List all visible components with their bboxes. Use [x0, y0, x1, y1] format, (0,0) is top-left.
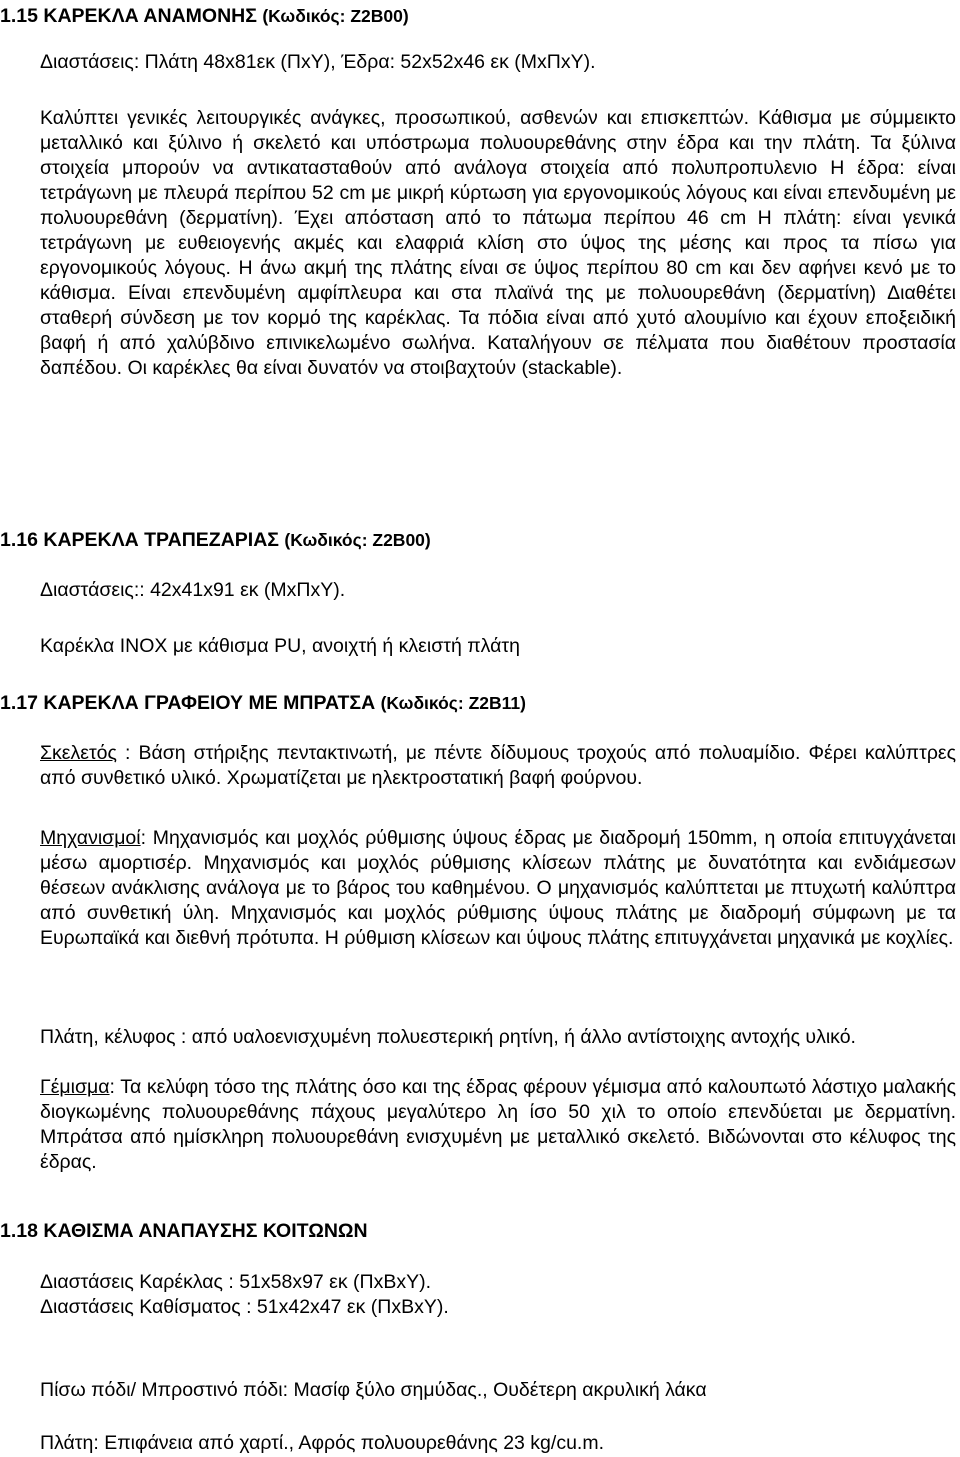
section-description: Καλύπτει γενικές λειτουργικές ανάγκες, προσωπικού, ασθενών και επισκεπτών. Κάθισμα με σύμμεικτο μεταλλικό και ξύλινο ή σκελετό και υπόστρωμα πολυουρεθάνης στην έδρα και την πλάτη. Τα ξύλινα στοιχεία μπορούν να αντικατασταθούν από ανάλογα στοιχεία από πολυπροπυλενιο Η έδρα: είναι τετράγωνη με πλευρά περίπου 52 cm με μικρή κύρτωση για εργονομικούς λόγους και είναι επενδυμένη με πολυουρεθάνη (δερματίνη). Έχει απόσταση από το πάτωμα περίπου 46 cm Η πλάτη: είναι γενικά τετράγωνη με ευθειογενής ακμές και ελαφριά κλίση στο ύψος της μέσης και προς τα πίσω για εργονομικούς λόγους. Η άνω ακμή της πλάτης είναι σε ύψος περίπου 80 cm και δεν αφήνει κενό με το κάθισμα. Είναι επενδυμένη αμφίπλευρα και στα πλαϊνά της με πολυουρεθάνη (δερματίνη) Διαθέτει σταθερή σύνδεση με τον κορμό της καρέκλας. Τα πόδια είναι από χυτό αλουμίνιο και έχουν εποξειδική βαφή ή από χαλύβδινο επινικελωμένο σωλήνα. Καταλήγουν σε πέλματα που διαθέτουν προστασία δαπέδου. Οι καρέκλες θα είναι δυνατόν να στοιβαχτούν (stackable). — [40, 107, 956, 379]
section-code: (Κωδικός: Z2B00) — [284, 530, 431, 550]
section-title: 1.17 ΚΑΡΕΚΛΑ ΓΡΑΦΕΙΟΥ ΜΕ ΜΠΡΑΤΣΑ — [0, 692, 376, 714]
section-dimensions: Διαστάσεις: Πλάτη 48x81εκ (ΠxΥ), Έδρα: 52x52x46 εκ (ΜxΠxΥ). — [40, 51, 596, 73]
section-heading-1-18 — [0, 1219, 368, 1243]
mechanisms-paragraph — [40, 826, 956, 951]
section-title: 1.18 ΚΑΘΙΣΜΑ ΑΝΑΠΑΥΣΗΣ ΚΟΙΤΩΝΩΝ — [0, 1220, 368, 1242]
legs-spec: Πίσω πόδι/ Μπροστινό πόδι: Μασίφ ξύλο σημύδας., Ουδέτερη ακρυλική λάκα — [40, 1379, 707, 1401]
section-code: (Κωδικός: Z2B11) — [380, 693, 526, 713]
mechanisms-label: Μηχανισμοί — [40, 827, 141, 849]
section-heading-1-17 — [0, 691, 526, 715]
seat-dimensions: Διαστάσεις Καθίσματος : 51x42x47 εκ (ΠxΒxΥ). — [40, 1296, 449, 1318]
filling-label: Γέμισμα — [40, 1076, 110, 1098]
back-shell-paragraph: Πλάτη, κέλυφος : από υαλοενισχυμένη πολυεστερική ρητίνη, ή άλλο αντίστοιχης αντοχής υλικό. — [40, 1026, 856, 1048]
filling-text: : Τα κελύφη τόσο της πλάτης όσο και της έδρας φέρουν γέμισμα από καλουπωτό λάστιχο μαλακής διογκωμένης πολυουρεθάνης πάχους μεγαλύτερο λη ίσο 50 χιλ το οποίο επενδύεται με δερματίνη. Μπράτσα από ημίσκληρη πολυουρεθάνη ενισχυμένη με μεταλλικό σκελετό. Βιδώνονται στο κέλυφος της έδρας. — [40, 1076, 956, 1173]
skeleton-text: : Βάση στήριξης πεντακτινωτή, με πέντε δίδυμους τροχούς από πολυαμίδιο. Φέρει καλύπτρες από συνθετικό υλικό. Χρωματίζεται με ηλεκτροστατική βαφή φούρνου. — [40, 742, 956, 789]
section-dimensions: Διαστάσεις:: 42x41x91 εκ (ΜxΠxΥ). — [40, 579, 346, 601]
section-title: 1.16 ΚΑΡΕΚΛΑ ΤΡΑΠΕΖΑΡΙΑΣ — [0, 529, 279, 551]
section-title: 1.15 ΚΑΡΕΚΛΑ ΑΝΑΜΟΝΗΣ — [0, 5, 257, 27]
filling-paragraph — [40, 1075, 956, 1175]
skeleton-paragraph — [40, 741, 956, 791]
section-heading-1-16 — [0, 528, 431, 552]
chair-dimensions: Διαστάσεις Καρέκλας : 51x58x97 εκ (ΠxΒxΥ). — [40, 1271, 432, 1293]
section-heading-1-15 — [0, 4, 409, 28]
mechanisms-text: : Μηχανισμός και μοχλός ρύθμισης ύψους έδρας με διαδρομή 150mm, η οποία επιτυγχάνεται μέσω αμορτισέρ. Μηχανισμός και μοχλός ρύθμισης κλίσεων πλάτης με δυνατότητα και ενδιάμεσων θέσεων ανάκλισης ανάλογα με το βάρος του καθημένου. Ο μηχανισμός καλύπτεται με πτυχωτή καλύπτρα από συνθετική ύλη. Μηχανισμός και μοχλός ρύθμισης ύψους πλάτης με διαδρομή σύμφωνη με τα Ευρωπαϊκά και διεθνή πρότυπα. Η ρύθμιση κλίσεων και ύψους πλάτης επιτυγχάνεται μηχανικά με κοχλίες. — [40, 827, 956, 949]
section-code: (Κωδικός: Z2B00) — [262, 6, 409, 26]
back-spec: Πλάτη: Επιφάνεια από χαρτί., Αφρός πολυουρεθάνης 23 kg/cu.m. — [40, 1432, 604, 1454]
skeleton-label: Σκελετός — [40, 742, 117, 764]
section-description: Καρέκλα INOX με κάθισμα PU, ανοιχτή ή κλειστή πλάτη — [40, 635, 520, 657]
